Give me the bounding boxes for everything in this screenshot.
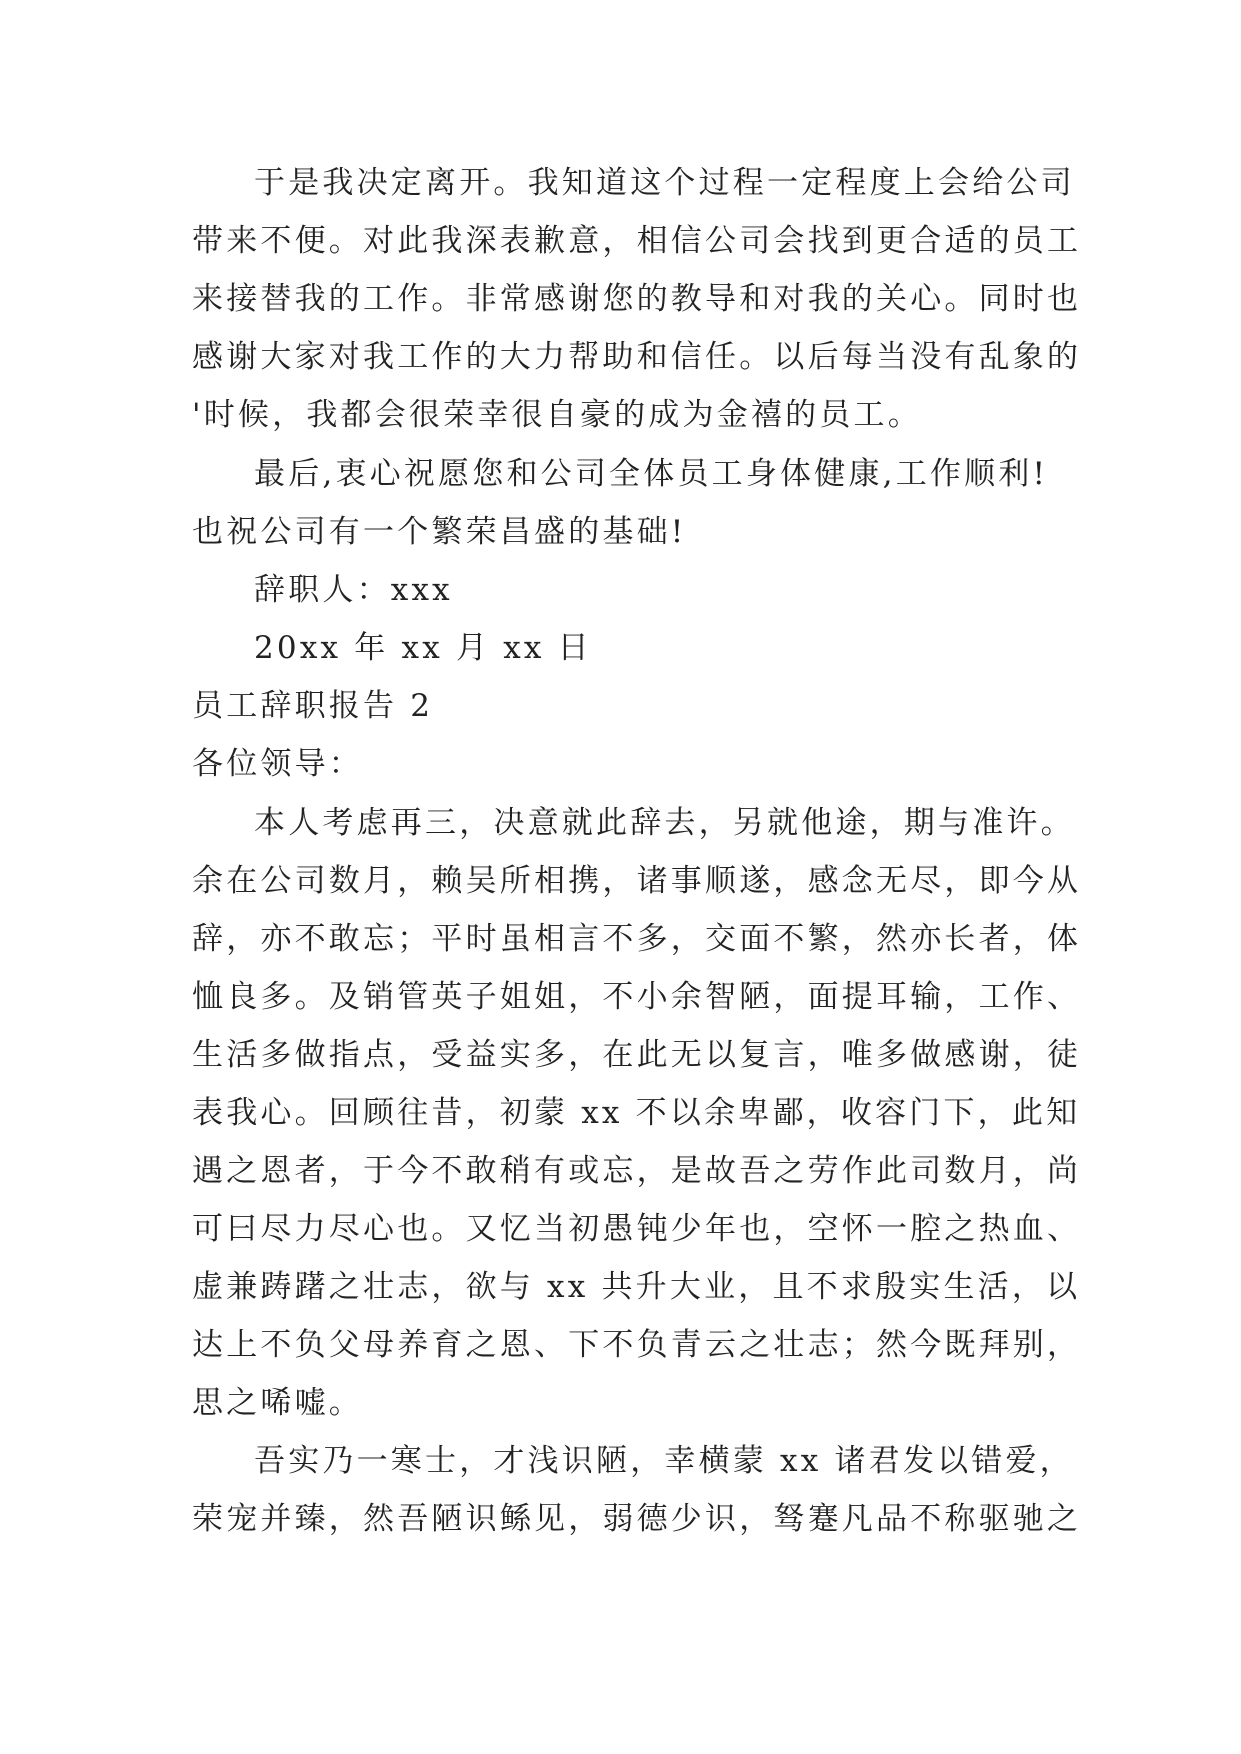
- paragraph-line: 带来不便。对此我深表歉意，相信公司会找到更合适的员工: [192, 223, 1082, 259]
- paragraph-line: 来接替我的工作。非常感谢您的教导和对我的关心。同时也: [192, 281, 1082, 317]
- section-title: 员工辞职报告 2: [192, 688, 434, 724]
- paragraph-line: '时候，我都会很荣幸很自豪的成为金禧的员工。: [192, 397, 922, 433]
- salutation: 各位领导：: [192, 746, 363, 782]
- paragraph-line: 也祝公司有一个繁荣昌盛的基础!: [192, 514, 687, 550]
- signature-name: 辞职人：xxx: [254, 572, 453, 608]
- paragraph-line: 最后,衷心祝愿您和公司全体员工身体健康,工作顺利!: [254, 456, 1049, 492]
- paragraph-line: 余在公司数月，赖吴所相携，诸事顺遂，感念无尽，即今从: [192, 863, 1082, 899]
- paragraph-line: 感谢大家对我工作的大力帮助和信任。以后每当没有乱象的: [192, 339, 1082, 375]
- signature-date: 20xx 年 xx 月 xx 日: [254, 630, 592, 666]
- paragraph-line: 可曰尽力尽心也。又忆当初愚钝少年也，空怀一腔之热血、: [192, 1211, 1082, 1247]
- paragraph-line: 恤良多。及销管英子姐姐，不小余智陋，面提耳输，工作、: [192, 979, 1082, 1015]
- paragraph-line: 达上不负父母养育之恩、下不负青云之壮志；然今既拜别，: [192, 1327, 1082, 1363]
- paragraph-line: 辞，亦不敢忘；平时虽相言不多，交面不繁，然亦长者，体: [192, 921, 1082, 957]
- paragraph-line: 吾实乃一寒士，才浅识陋，幸横蒙 xx 诸君发以错爱，: [254, 1443, 1074, 1479]
- paragraph-line: 生活多做指点，受益实多，在此无以复言，唯多做感谢，徒: [192, 1037, 1082, 1073]
- paragraph-line: 于是我决定离开。我知道这个过程一定程度上会给公司: [254, 165, 1075, 201]
- paragraph-line: 思之唏嘘。: [192, 1385, 363, 1421]
- paragraph-line: 荣宠并臻，然吾陋识鲧见，弱德少识，驽蹇凡品不称驱驰之: [192, 1501, 1082, 1537]
- paragraph-line: 本人考虑再三，决意就此辞去，另就他途，期与准许。: [254, 805, 1075, 841]
- paragraph-line: 表我心。回顾往昔，初蒙 xx 不以余卑鄙，收容门下，此知: [192, 1095, 1081, 1131]
- paragraph-line: 遇之恩者，于今不敢稍有或忘，是故吾之劳作此司数月，尚: [192, 1153, 1082, 1189]
- paragraph-line: 虚兼踌躇之壮志，欲与 xx 共升大业，且不求殷实生活，以: [192, 1269, 1081, 1305]
